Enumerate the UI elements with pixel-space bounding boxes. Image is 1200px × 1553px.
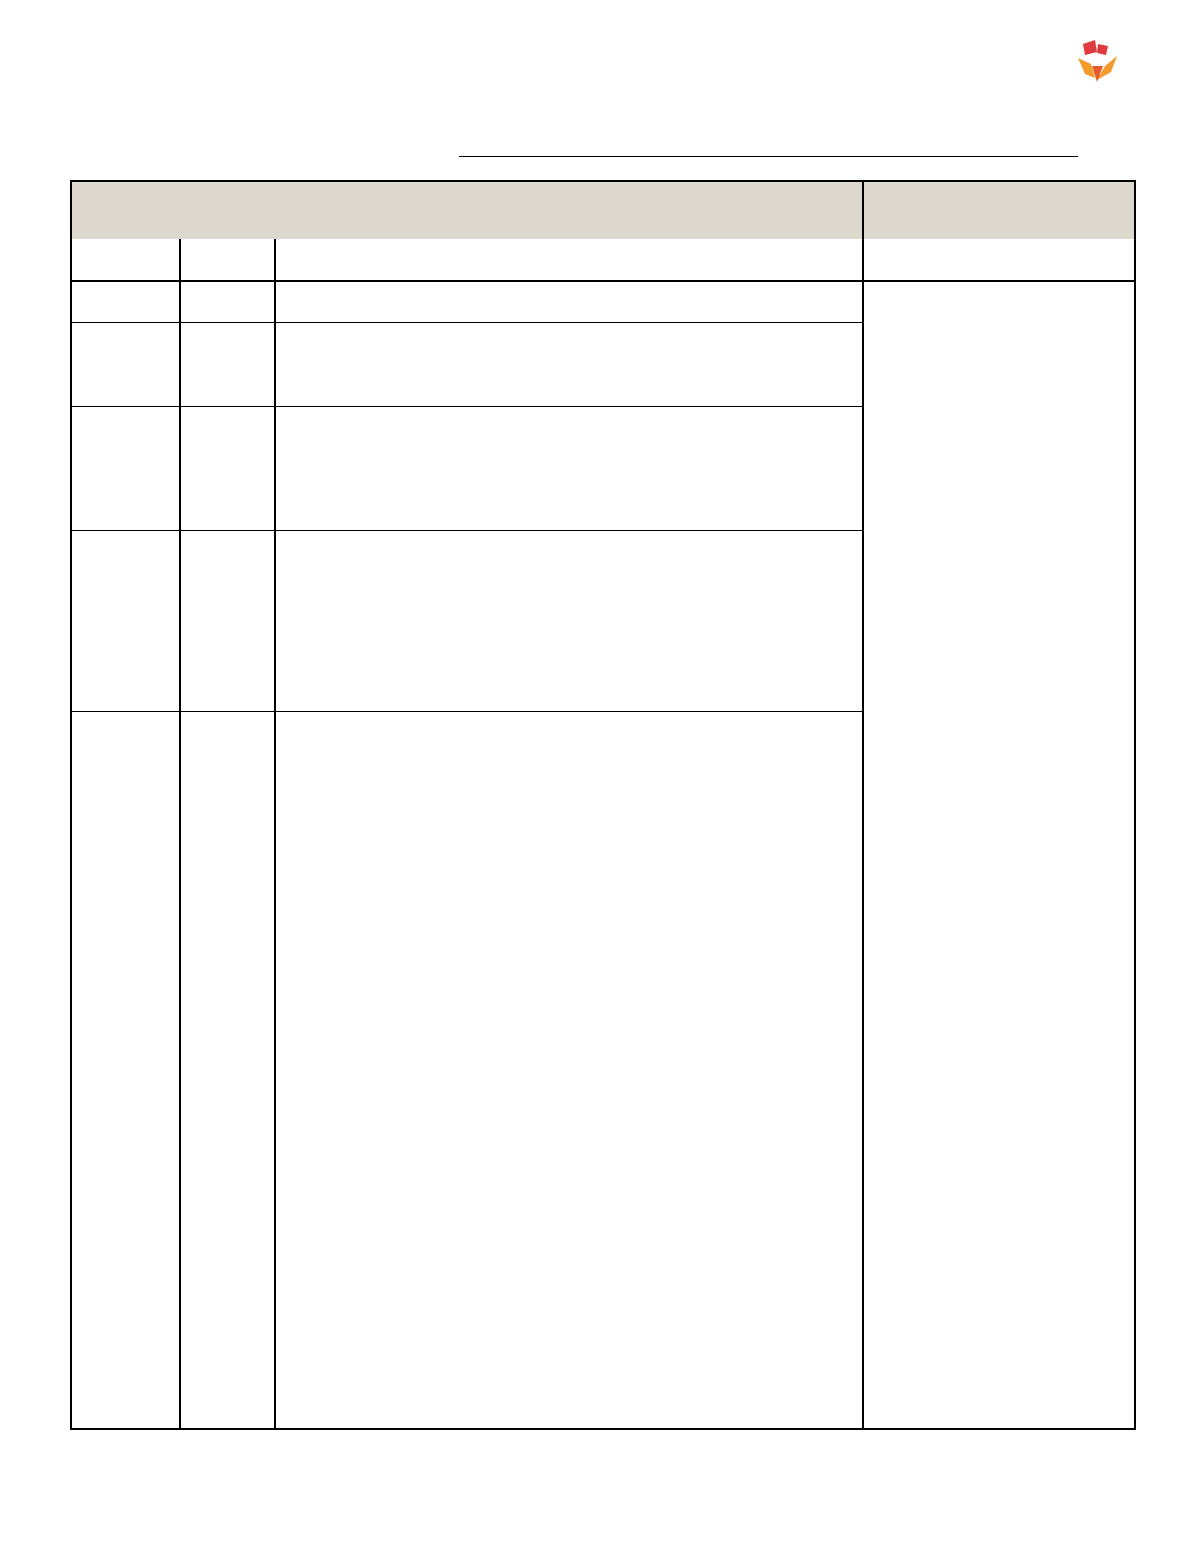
table-title-band <box>72 182 1134 241</box>
student-line <box>71 130 1081 162</box>
table-row <box>72 323 863 407</box>
table-row <box>72 281 863 323</box>
documentation-guidelines <box>864 281 1137 284</box>
entry-date[interactable] <box>72 407 180 530</box>
entry-date[interactable] <box>72 281 180 322</box>
student-name-field[interactable] <box>459 156 929 157</box>
entry-note[interactable] <box>276 281 863 322</box>
column-headers <box>72 239 1134 282</box>
entry-date[interactable] <box>72 323 180 406</box>
entry-note[interactable] <box>276 323 863 406</box>
id-field[interactable] <box>912 156 1078 157</box>
entry-time[interactable] <box>181 281 276 322</box>
norquest-logo <box>945 38 1125 108</box>
entry-time[interactable] <box>181 323 276 406</box>
logo-mark-icon <box>1078 40 1117 82</box>
entry-time[interactable] <box>181 407 276 530</box>
table-row <box>72 407 863 531</box>
client-care-record-table <box>70 180 1136 1430</box>
entry-note[interactable] <box>276 407 863 530</box>
entry-date[interactable] <box>72 531 180 711</box>
table-row <box>72 531 863 712</box>
entry-note[interactable] <box>276 531 863 711</box>
entry-time[interactable] <box>181 531 276 711</box>
